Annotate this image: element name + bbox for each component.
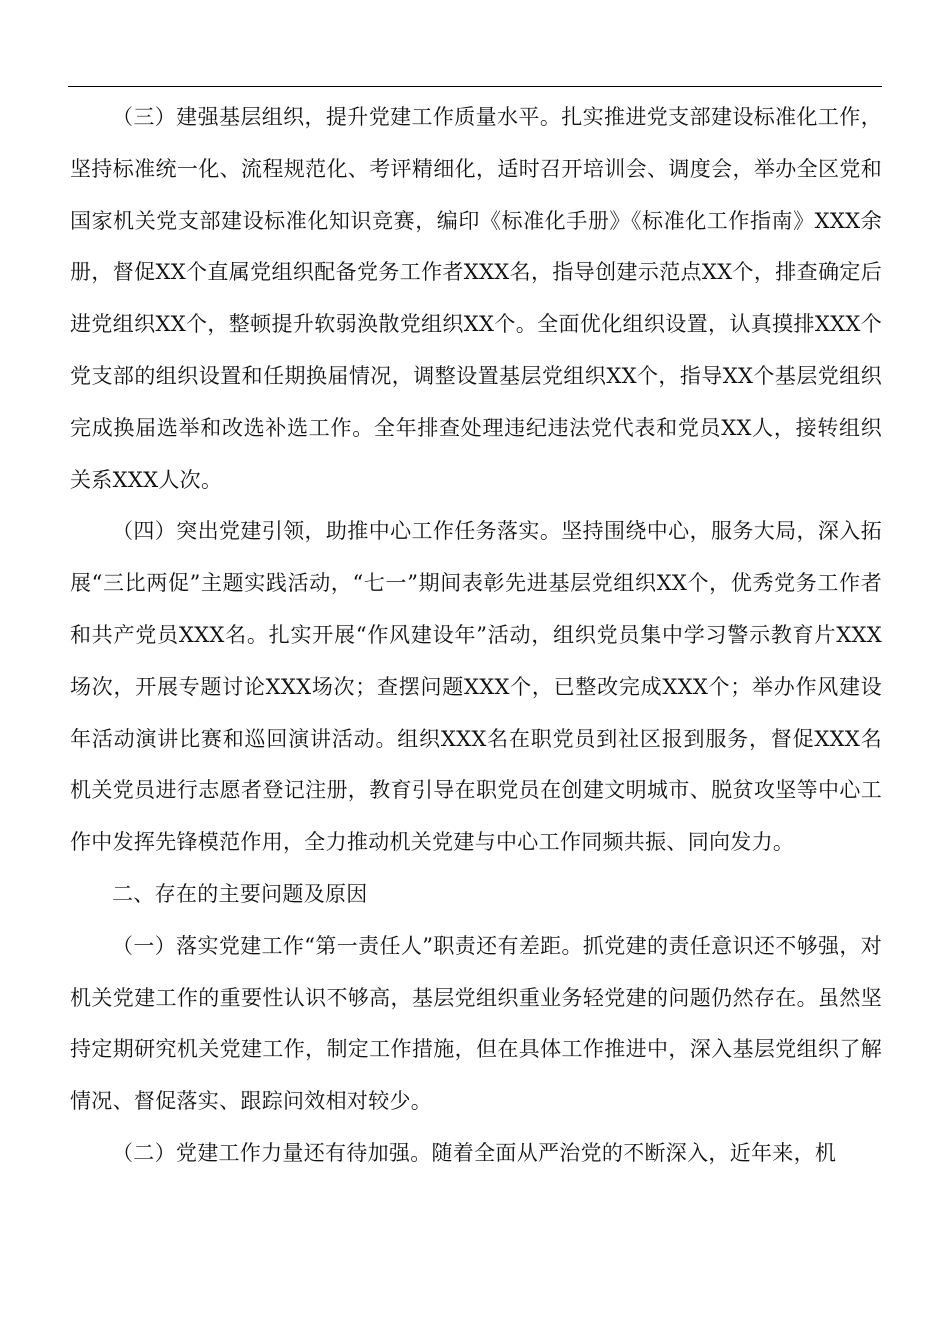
paragraph-section-3: （三）建强基层组织，提升党建工作质量水平。扎实推进党支部建设标准化工作，坚持标准统一化、流程规范化、考评精细化，适时召开培训会、调度会，举办全区党和国家机关党支部建设标准化知识竞赛，编印《标准化手册》《标准化工作指南》XXX余册，督促XX个直属党组织配备党务工作者XXX名，指导创建示范点XX个，排查确定后进党组织XX个，整顿提升软弱涣散党组织XX个。全面优化组织设置，认真摸排XXX个党支部的组织设置和任期换届情况，调整设置基层党组织XX个，指导XX个基层党组织完成换届选举和改选补选工作。全年排查处理违纪违法党代表和党员XX人，接转组织关系XXX人次。: [70, 105, 882, 492]
paragraph-problem-2: （二）党建工作力量还有待加强。随着全面从严治党的不断深入，近年来，机: [112, 1140, 837, 1165]
paragraph-section-4: （四）突出党建引领，助推中心工作任务落实。坚持围绕中心，服务大局，深入拓展“三比两促”主题实践活动，“七一”期间表彰先进基层党组织XX个，优秀党务工作者和共产党员XXX名。扎实开展“作风建设年”活动，组织党员集中学习警示教育片XXX场次，开展专题讨论XXX场次；查摆问题XXX个，已整改完成XXX个；举办作风建设年活动演讲比赛和巡回演讲活动。组织XXX名在职党员到社区报到服务，督促XXX名机关党员进行志愿者登记注册，教育引导在职党员在创建文明城市、脱贫攻坚等中心工作中发挥先锋模范作用，全力推动机关党建与中心工作同频共振、同向发力。: [70, 519, 882, 855]
paragraph-problem-1: （一）落实党建工作“第一责任人”职责还有差距。抓党建的责任意识还不够强，对机关党建工作的重要性认识不够高，基层党组织重业务轻党建的问题仍然存在。虽然坚持定期研究机关党建工作，制定工作措施，但在具体工作推进中，深入基层党组织了解情况、督促落实、跟踪问效相对较少。: [70, 933, 882, 1114]
header-rule: [68, 86, 882, 87]
document-body: [70, 92, 882, 1180]
section-heading-problems: 二、存在的主要问题及原因: [112, 881, 368, 906]
